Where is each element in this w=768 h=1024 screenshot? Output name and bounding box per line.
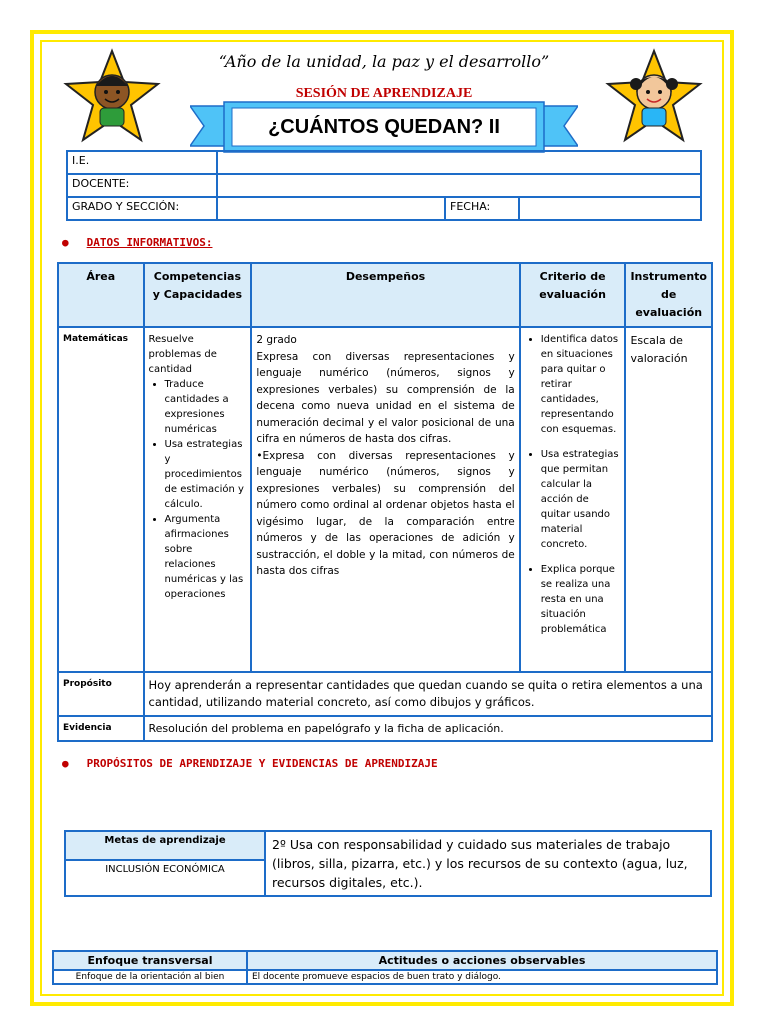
metas-text: 2º Usa con responsabilidad y cuidado sus materiales de trabajo (libros, silla, pizarra, etc.) y los recursos de su contexto (agua, luz, recursos digitales, etc.).: [265, 831, 711, 896]
criterio-item: • Identifica datos en situaciones para quitar o retirar cantidades, representando con esquemas.: [541, 332, 621, 437]
year-motto: “Año de la unidad, la paz y el desarrollo”: [218, 52, 550, 71]
metas-value: INCLUSIÓN ECONÓMICA: [65, 860, 265, 896]
enfoque-header: Enfoque transversal: [53, 951, 247, 970]
criterio-item: • Usa estrategias que permitan calcular la acción de quitar usando material concreto.: [541, 447, 621, 552]
datos-table: [57, 262, 713, 742]
grado-text: 2 grado: [256, 334, 297, 346]
grado-field[interactable]: [217, 197, 445, 220]
criterio-cell: [520, 327, 626, 672]
ie-field[interactable]: [217, 151, 701, 174]
capacidad-item: • Usa estrategias y procedimientos de estimación y cálculo.: [165, 437, 247, 512]
header-area: Área: [58, 263, 144, 327]
metas-table: [64, 830, 712, 897]
fecha-label: FECHA:: [445, 197, 519, 220]
enfoque-cell: Enfoque de la orientación al bien: [53, 970, 247, 984]
header-desempenos: Desempeños: [251, 263, 519, 327]
proposito-label: Propósito: [58, 672, 144, 716]
desempeno-1: Expresa con diversas representaciones y lenguaje numérico (números, signos y expresiones verbales) su comprensión de la decena como nueva unidad en el sistema de numeración decimal y el valor posicional de una cifra en números de hasta dos cifras.: [256, 350, 515, 445]
info-table: [66, 150, 702, 221]
evidencia-text: Resolución del problema en papelógrafo y la ficha de aplicación.: [144, 716, 712, 741]
evidencia-label: Evidencia: [58, 716, 144, 741]
actitudes-header: Actitudes o acciones observables: [247, 951, 717, 970]
desempenos-cell: [251, 327, 519, 672]
star-girl-icon: [604, 48, 704, 144]
proposito-text: Hoy aprenderán a representar cantidades que quedan cuando se quita o retira elementos a una cantidad, utilizando material concreto, así como dibujos y gráficos.: [144, 672, 712, 716]
capacidad-item: • Traduce cantidades a expresiones numéricas: [165, 377, 247, 437]
actitud-cell: El docente promueve espacios de buen trato y diálogo.: [247, 970, 717, 984]
datos-heading: ● DATOS INFORMATIVOS:: [62, 236, 213, 249]
desempeno-2: •Expresa con diversas representaciones y lenguaje numérico (números, signos y expresiones verbales) su comprensión del número como ordinal al ordenar objetos hasta el vigésimo lugar, de la comparación entre números y de las operaciones de adición y sustracción, el doble y la mitad, con números de hasta dos cifras: [256, 449, 515, 577]
header-criterio: Criterio de evaluación: [520, 263, 626, 327]
bullet-icon: ●: [62, 757, 69, 770]
grado-label: GRADO Y SECCIÓN:: [67, 197, 217, 220]
instrumento-cell: Escala de valoración: [625, 327, 712, 672]
bullet-icon: ●: [62, 236, 69, 249]
header-competencias: Competencias y Capacidades: [144, 263, 252, 327]
star-boy-icon: [62, 48, 162, 144]
session-label: SESIÓN DE APRENDIZAJE: [295, 86, 473, 101]
criterio-item: • Explica porque se realiza una resta en una situación problemática: [541, 562, 621, 637]
enfoque-table: [52, 950, 718, 985]
session-title: ¿CUÁNTOS QUEDAN? II: [268, 116, 500, 138]
capacidad-item: • Argumenta afirmaciones sobre relaciones numéricas y las operaciones: [165, 512, 247, 602]
propositos-heading: ● PROPÓSITOS DE APRENDIZAJE Y EVIDENCIAS DE APRENDIZAJE: [62, 757, 438, 770]
docente-label: DOCENTE:: [67, 174, 217, 197]
competencia-intro: Resuelve problemas de cantidad: [148, 334, 217, 375]
docente-field[interactable]: [217, 174, 701, 197]
header-instrumento: Instrumento de evaluación: [625, 263, 712, 327]
area-cell: Matemáticas: [58, 327, 144, 672]
competencias-cell: [144, 327, 252, 672]
metas-label: Metas de aprendizaje: [65, 831, 265, 860]
ie-label: I.E.: [67, 151, 217, 174]
fecha-field[interactable]: [519, 197, 701, 220]
